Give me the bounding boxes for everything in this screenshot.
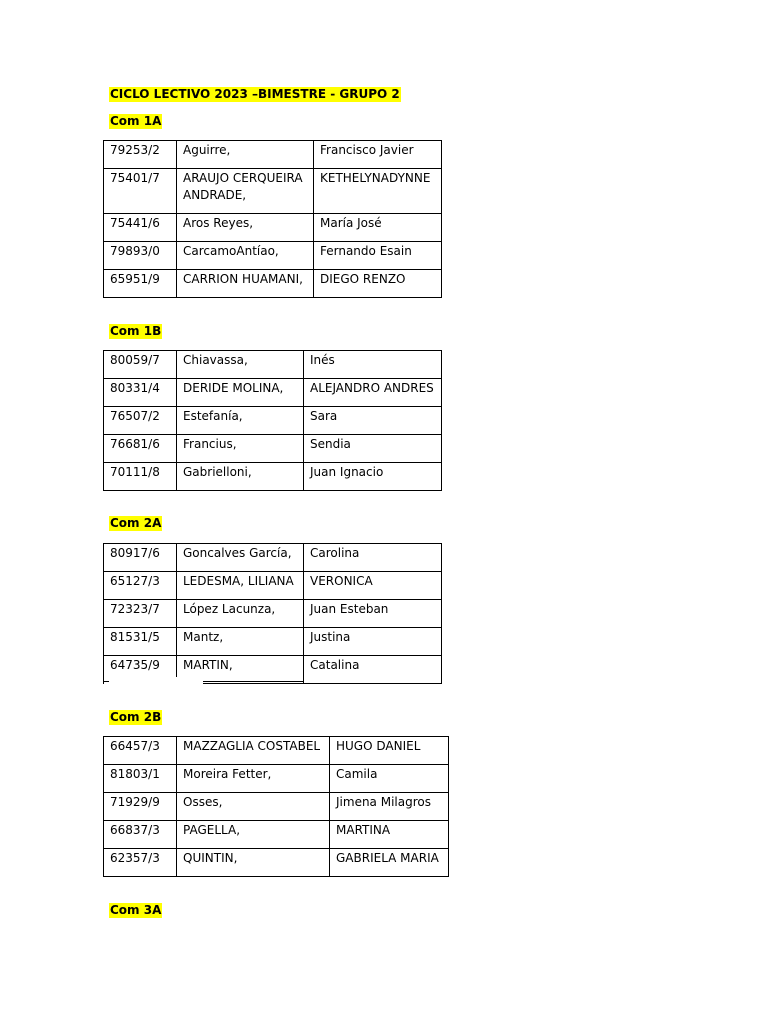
table-row xyxy=(104,463,442,491)
student-id-cell: 62357/3 xyxy=(104,849,177,877)
surname-cell: MAZZAGLIA COSTABEL xyxy=(177,737,330,765)
table-row xyxy=(104,849,449,877)
first-name-cell: Justina xyxy=(304,628,442,656)
student-id-cell: 75401/7 xyxy=(104,169,177,214)
roster-table-com-1a xyxy=(103,140,442,298)
surname-cell: Moreira Fetter, xyxy=(177,765,330,793)
table-row xyxy=(104,141,442,169)
surname-cell: Osses, xyxy=(177,793,330,821)
student-id-cell: 81803/1 xyxy=(104,765,177,793)
first-name-cell: Juan Esteban xyxy=(304,600,442,628)
first-name-cell: Camila xyxy=(330,765,449,793)
first-name-cell: Francisco Javier xyxy=(314,141,442,169)
table-row xyxy=(104,793,449,821)
table-row xyxy=(104,656,442,684)
surname-cell: DERIDE MOLINA, xyxy=(177,379,304,407)
surname-cell: CARRION HUAMANI, xyxy=(177,270,314,298)
first-name-cell: Fernando Esain xyxy=(314,242,442,270)
surname-cell: Aguirre, xyxy=(177,141,314,169)
surname-cell: MARTIN, xyxy=(177,656,304,684)
first-name-cell: KETHELYNADYNNE xyxy=(314,169,442,214)
table-row xyxy=(104,572,442,600)
student-id-cell: 65951/9 xyxy=(104,270,177,298)
section-heading-com-2b: Com 2B xyxy=(110,710,162,724)
first-name-cell: Inés xyxy=(304,351,442,379)
table-row xyxy=(104,169,442,214)
student-id-cell: 80331/4 xyxy=(104,379,177,407)
table-row xyxy=(104,765,449,793)
section-heading-com-1a: Com 1A xyxy=(110,114,162,128)
border-stub xyxy=(103,681,109,682)
table-row xyxy=(104,214,442,242)
first-name-cell: HUGO DANIEL xyxy=(330,737,449,765)
student-id-cell: 80917/6 xyxy=(104,544,177,572)
surname-cell: Estefanía, xyxy=(177,407,304,435)
student-id-cell: 80059/7 xyxy=(104,351,177,379)
surname-cell: Gabrielloni, xyxy=(177,463,304,491)
roster-table-com-2a xyxy=(103,543,442,684)
first-name-cell: DIEGO RENZO xyxy=(314,270,442,298)
table-row xyxy=(104,544,442,572)
first-name-cell: Juan Ignacio xyxy=(304,463,442,491)
table-row xyxy=(104,270,442,298)
first-name-cell: Sendia xyxy=(304,435,442,463)
first-name-cell: María José xyxy=(314,214,442,242)
surname-cell: LEDESMA, LILIANA xyxy=(177,572,304,600)
student-id-cell: 76681/6 xyxy=(104,435,177,463)
first-name-cell: ALEJANDRO ANDRES xyxy=(304,379,442,407)
student-id-cell: 72323/7 xyxy=(104,600,177,628)
student-id-cell: 65127/3 xyxy=(104,572,177,600)
first-name-cell: MARTINA xyxy=(330,821,449,849)
first-name-cell: Carolina xyxy=(304,544,442,572)
student-id-cell: 70111/8 xyxy=(104,463,177,491)
surname-cell: QUINTIN, xyxy=(177,849,330,877)
student-id-cell: 71929/9 xyxy=(104,793,177,821)
section-heading-com-3a: Com 3A xyxy=(110,903,162,917)
table-row xyxy=(104,628,442,656)
student-id-cell: 79253/2 xyxy=(104,141,177,169)
surname-cell: Mantz, xyxy=(177,628,304,656)
first-name-cell: Jimena Milagros xyxy=(330,793,449,821)
table-row xyxy=(104,737,449,765)
surname-cell: ARAUJO CERQUEIRA ANDRADE, xyxy=(177,169,314,214)
student-id-cell: 76507/2 xyxy=(104,407,177,435)
first-name-cell: VERONICA xyxy=(304,572,442,600)
section-heading-com-2a: Com 2A xyxy=(110,516,162,530)
table-row xyxy=(104,435,442,463)
section-heading-com-1b: Com 1B xyxy=(110,324,162,338)
first-name-cell: GABRIELA MARIA xyxy=(330,849,449,877)
surname-cell: CarcamoAntíao, xyxy=(177,242,314,270)
surname-cell: Francius, xyxy=(177,435,304,463)
surname-cell: Chiavassa, xyxy=(177,351,304,379)
student-id-cell: 75441/6 xyxy=(104,214,177,242)
first-name-cell: Catalina xyxy=(304,656,442,684)
student-id-cell: 81531/5 xyxy=(104,628,177,656)
document-title: CICLO LECTIVO 2023 –BIMESTRE - GRUPO 2 xyxy=(110,87,400,101)
student-id-cell: 66457/3 xyxy=(104,737,177,765)
surname-cell: Goncalves García, xyxy=(177,544,304,572)
table-row xyxy=(104,600,442,628)
first-name-cell: Sara xyxy=(304,407,442,435)
table-row xyxy=(104,407,442,435)
student-id-cell: 64735/9 xyxy=(104,656,177,684)
table-row xyxy=(104,379,442,407)
roster-table-com-2b xyxy=(103,736,449,877)
table-row xyxy=(104,351,442,379)
table-row xyxy=(104,242,442,270)
surname-cell: López Lacunza, xyxy=(177,600,304,628)
border-gap xyxy=(175,677,203,685)
border-stub xyxy=(203,681,303,682)
student-id-cell: 66837/3 xyxy=(104,821,177,849)
surname-cell: PAGELLA, xyxy=(177,821,330,849)
student-id-cell: 79893/0 xyxy=(104,242,177,270)
roster-table-com-1b xyxy=(103,350,442,491)
surname-cell: Aros Reyes, xyxy=(177,214,314,242)
table-row xyxy=(104,821,449,849)
